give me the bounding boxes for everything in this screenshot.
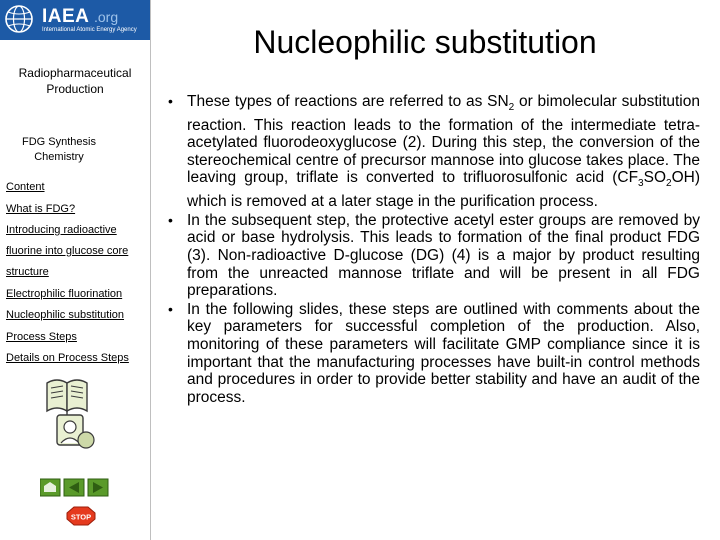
bullet-1-text-c: SO	[643, 169, 667, 187]
slide-content	[160, 93, 700, 406]
bullet-1-sub-c: 2	[666, 178, 672, 190]
iaea-logo[interactable]	[0, 0, 150, 40]
previous-button[interactable]	[64, 479, 84, 496]
nav-details-process-steps[interactable]: Details on Process Steps	[6, 352, 129, 364]
section-title	[0, 65, 150, 97]
nav-process-steps[interactable]: Process Steps	[6, 331, 77, 343]
logo-name: IAEA	[42, 6, 90, 27]
section-title-line1: Radiopharmaceutical	[18, 66, 132, 80]
bullet-1-text-a: These types of reactions are referred to as SN	[187, 93, 509, 110]
subsection-title-line2: Chemistry	[34, 151, 84, 163]
nav-structure[interactable]: structure	[6, 266, 49, 278]
bullet-marker: •	[168, 93, 173, 109]
section-title-line2: Production	[46, 82, 104, 96]
bullet-item	[160, 301, 700, 407]
bullet-marker: •	[168, 300, 173, 317]
slide-title: Nucleophilic substitution	[253, 24, 597, 60]
logo-subtitle: International Atomic Energy Agency	[42, 27, 137, 33]
bullet-2-text: In the subsequent step, the protective acetyl ester groups are removed by acid or base hydrolysis. This leads to formation of the final product FDG (3). Non-radioactive D-glucose (DG) (4) is a major by product resulting from the unreacted mannose triflate and will be present in all FDG preparations.	[187, 211, 700, 300]
bullet-item	[160, 212, 700, 300]
home-button[interactable]	[40, 479, 60, 496]
bullet-1-text-b: or bimolecular substitution reaction. This reaction leads to the formation of the intermediate tetra-acetylated fluorodeoxyglucose (2). During this step, the conversion of the stereochemical centre of precursor mannose into glucose takes place. The leaving group, triflate is converted to trifluorosulfonic acid (CF	[187, 93, 700, 187]
next-button[interactable]	[88, 479, 108, 496]
nav-electrophilic-fluorination[interactable]: Electrophilic fluorination	[6, 288, 123, 300]
nav-introducing-radioactive[interactable]: Introducing radioactive	[6, 224, 117, 236]
sidebar-divider	[150, 0, 151, 540]
bullet-item	[160, 93, 700, 211]
nav-fluorine-into-glucose[interactable]: fluorine into glucose core	[6, 245, 129, 257]
bullet-1-sub-b: 3	[638, 178, 644, 190]
reader-icon	[55, 412, 95, 452]
nav-what-is-fdg[interactable]: What is FDG?	[6, 203, 76, 215]
nav-content[interactable]: Content	[6, 181, 45, 193]
sidebar	[0, 0, 150, 540]
book-icon	[44, 374, 90, 416]
subsection-title	[4, 135, 114, 165]
subsection-title-line1: FDG Synthesis	[22, 136, 96, 148]
stop-button[interactable]	[66, 506, 96, 531]
globe-icon	[3, 3, 35, 35]
stop-label: STOP	[70, 512, 92, 522]
bullet-1-text-d: OH) which is removed at a later stage in the purification process.	[187, 169, 700, 211]
logo-org: .org	[94, 9, 119, 25]
bullet-marker: •	[168, 211, 173, 228]
bullet-1-sub-a: 2	[508, 102, 515, 114]
bullet-3-text: In the following slides, these steps are outlined with comments about the key parameters for successful completion of the production. Also, monitoring of these parameters will facilitate GMP compliance since it is important that the manufacturing processes have built-in control methods and procedures in order to provide better stability and have an audit of the process.	[187, 300, 700, 406]
slide-navigation	[40, 478, 112, 503]
nav-nucleophilic-substitution[interactable]: Nucleophilic substitution	[6, 309, 125, 321]
